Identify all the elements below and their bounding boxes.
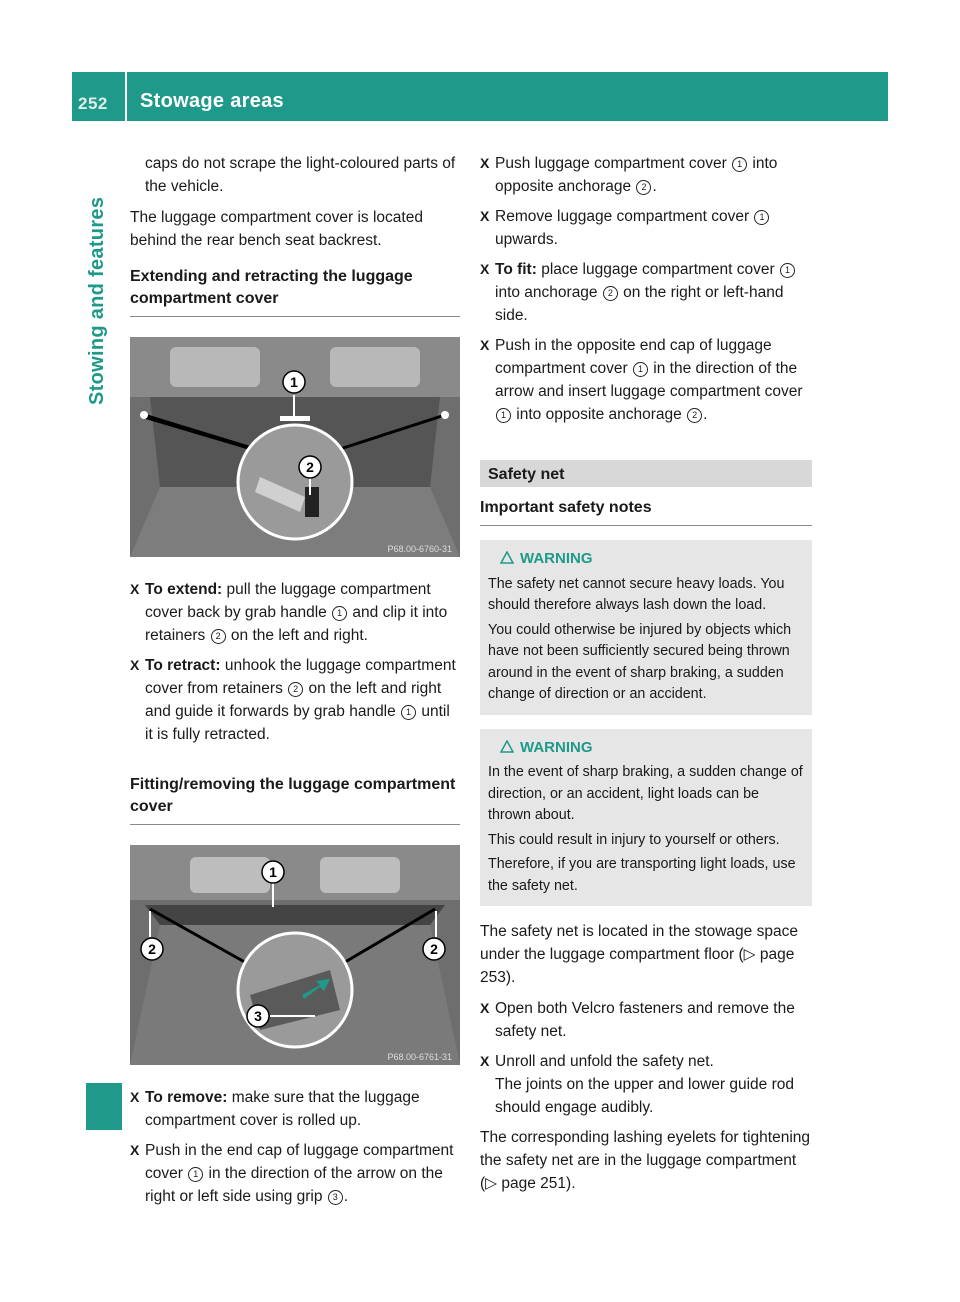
warning-label: WARNING (520, 550, 593, 567)
callout-ref: 1 (754, 210, 769, 225)
step-text: Unroll and unfold the safety net. (495, 1053, 714, 1070)
warning-title (488, 548, 804, 570)
callout-ref: 1 (401, 705, 416, 720)
heading-fit-remove: Fitting/removing the luggage compartment cover (130, 776, 456, 815)
callout-2: 2 (430, 941, 438, 957)
step-text: into opposite anchorage (495, 155, 778, 195)
step-marker: X (480, 261, 490, 277)
step-text: Push in the opposite end cap of luggage compartment cover (495, 337, 772, 377)
callout-ref: 2 (288, 682, 303, 697)
step-text: Push luggage compartment cover (495, 155, 732, 172)
step-text: . (703, 406, 708, 423)
intro-paragraph: The luggage compartment cover is located behind the rear bench seat backrest. (130, 209, 423, 249)
callout-ref: 2 (603, 286, 618, 301)
step-extend (130, 578, 460, 647)
step-text: unhook the luggage compartment cover from retainers (145, 657, 456, 697)
lashing-eyelets-paragraph: The corresponding lashing eyelets for tightening the safety net are in the luggage compartment (▷ page 251). (480, 1129, 811, 1192)
step-marker: X (480, 1000, 490, 1016)
warning-text: In the event of sharp braking, a sudden change of direction, or an accident, light loads can be thrown about. (488, 764, 803, 823)
warning-text: You could otherwise be injured by objects which have not been sufficiently secured being thrown around in the event of sharp braking, a sudden change of direction or an accident. (488, 621, 792, 702)
warning-label: WARNING (520, 738, 593, 756)
callout-ref: 1 (332, 606, 347, 621)
step-text: in the direction of the arrow on the right or left side using grip (145, 1165, 443, 1205)
left-column (130, 152, 460, 1215)
step-text: upwards. (495, 231, 558, 248)
callout-ref: 2 (687, 408, 702, 423)
step-text: until it is fully retracted. (145, 703, 450, 743)
heading-extend-retract: Extending and retracting the luggage compartment cover (130, 268, 413, 307)
heading-safety-notes: Important safety notes (480, 499, 652, 516)
step-label: To fit: (495, 261, 537, 278)
page-title: Stowage areas (140, 90, 284, 112)
heading-rule (130, 824, 460, 825)
step-marker: X (130, 581, 140, 597)
safety-net-location: The safety net is located in the stowage space under the luggage compartment floor (▷ page 253). (480, 923, 798, 986)
warning-box (480, 540, 812, 715)
step-marker: X (130, 657, 140, 673)
callout-3: 3 (254, 1008, 262, 1024)
step-marker: X (480, 208, 490, 224)
side-tab-marker (86, 1083, 122, 1130)
step-text: into opposite anchorage (512, 406, 687, 423)
step-marker: X (480, 337, 490, 353)
step-text: The joints on the upper and lower guide rod should engage audibly. (495, 1076, 795, 1116)
right-column (480, 152, 812, 1203)
step-text: on the left and right and guide it forwards by grab handle (145, 680, 442, 720)
warning-triangle-icon (500, 551, 514, 564)
callout-2: 2 (148, 941, 156, 957)
figure-code: P68.00-6760-31 (387, 544, 452, 554)
step-marker: X (130, 1142, 140, 1158)
step-text: Open both Velcro fasteners and remove the safety net. (495, 1000, 795, 1040)
step-marker: X (130, 1089, 140, 1105)
step-open-velcro (480, 997, 812, 1043)
section-band-safety-net (480, 460, 812, 487)
callout-2: 2 (306, 459, 314, 475)
callout-ref: 2 (636, 180, 651, 195)
step-label: To retract: (145, 657, 221, 674)
warning-text: The safety net cannot secure heavy loads. You should therefore always lash down the load. (488, 575, 785, 613)
step-unroll (480, 1050, 812, 1119)
heading-rule (130, 316, 460, 317)
step-remove (130, 1086, 460, 1132)
step-text: on the left and right. (226, 627, 368, 644)
step-fit (480, 258, 812, 327)
step-label: To extend: (145, 581, 223, 598)
side-tab-label: Stowing and features (86, 196, 108, 405)
warning-title (488, 737, 804, 759)
step-text: and clip it into retainers (145, 604, 448, 644)
step-remove-cover (480, 205, 812, 251)
step-marker: X (480, 1053, 490, 1069)
step-text: pull the luggage compartment cover back by grab handle (145, 581, 431, 621)
callout-1: 1 (269, 864, 277, 880)
callout-ref: 1 (188, 1167, 203, 1182)
step-text: place luggage compartment cover (536, 261, 779, 278)
figure-code: P68.00-6761-31 (387, 1052, 452, 1062)
step-retract (130, 654, 460, 746)
step-text: in the direction of the arrow and insert luggage compartment cover (495, 360, 803, 400)
step-text: into anchorage (495, 284, 602, 301)
step-text: make sure that the luggage compartment cover is rolled up. (145, 1089, 420, 1129)
step-text: on the right or left-hand side. (495, 284, 784, 324)
warning-box (480, 729, 812, 907)
callout-ref: 1 (496, 408, 511, 423)
callout-ref: 1 (780, 263, 795, 278)
figure-fit-remove (130, 845, 460, 1065)
step-text: Remove luggage compartment cover (495, 208, 754, 225)
callout-1: 1 (290, 374, 298, 390)
callout-ref: 3 (328, 1190, 343, 1205)
intro-continuation: caps do not scrape the light-coloured parts of the vehicle. (145, 155, 456, 195)
step-push-cover (480, 152, 812, 198)
callout-ref: 2 (211, 629, 226, 644)
step-label: To remove: (145, 1089, 228, 1106)
step-text: Push in the end cap of luggage compartment cover (145, 1142, 454, 1182)
warning-text: This could result in injury to yourself or others. (488, 831, 780, 848)
page-number: 252 (78, 94, 108, 113)
warning-triangle-icon (500, 740, 514, 753)
section-title: Safety net (488, 466, 565, 483)
heading-rule (480, 525, 812, 526)
callout-ref: 1 (732, 157, 747, 172)
step-push-opposite (480, 334, 812, 426)
figure-extend-retract (130, 337, 460, 557)
callout-ref: 1 (633, 362, 648, 377)
step-push-end-cap (130, 1139, 460, 1208)
step-text: . (343, 1188, 349, 1205)
step-marker: X (480, 155, 490, 171)
header-divider (125, 72, 127, 121)
step-text: . (652, 178, 657, 195)
warning-text: Therefore, if you are transporting light loads, use the safety net. (488, 856, 796, 894)
